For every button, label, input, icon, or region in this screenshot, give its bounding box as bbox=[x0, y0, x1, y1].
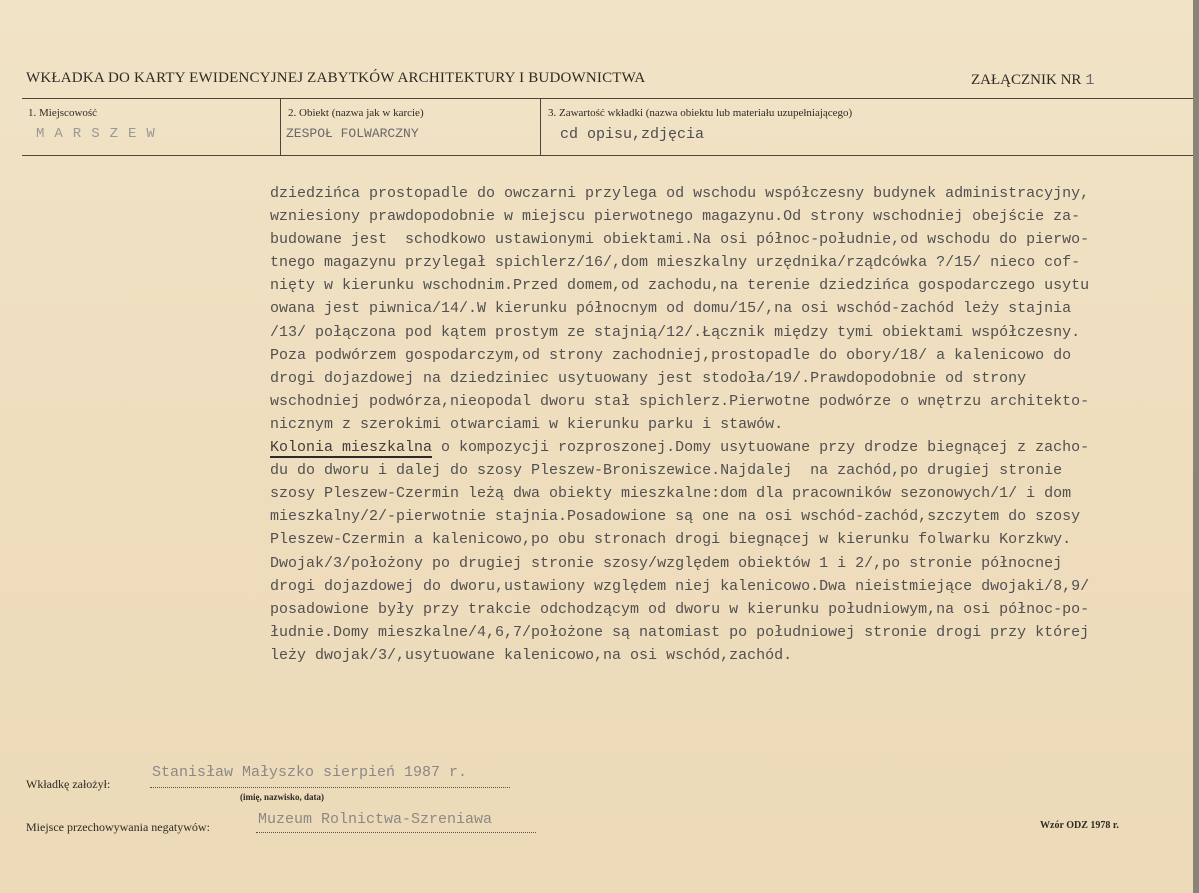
description-line: budowane jest schodkowo ustawionymi obiektami.Na osi północ-południe,od wschodu do pierwo- bbox=[270, 231, 1090, 249]
field-divider-2 bbox=[540, 98, 541, 156]
scan-edge bbox=[1193, 0, 1199, 893]
field-divider-1 bbox=[280, 98, 281, 156]
locality-label: 1. Miejscowość bbox=[28, 107, 98, 119]
colony-heading-rest: o kompozycji rozproszonej.Domy usytuowane przy drodze biegnącej z zacho- bbox=[432, 439, 1090, 457]
colony-line: szosy Pleszew-Czermin leżą dwa obiekty mieszkalne:dom dla pracowników sezonowych/1/ i dom bbox=[270, 485, 1072, 503]
author-label: Wkładkę założył: bbox=[26, 777, 111, 791]
locality-value: MARSZEW bbox=[36, 126, 165, 142]
form-title: WKŁADKA DO KARTY EWIDENCYJNEJ ZABYTKÓW ARCHITEKTURY I BUDOWNICTWA bbox=[26, 70, 646, 86]
colony-heading-line bbox=[270, 436, 1198, 459]
description-line: tnego magazynu przylegał spichlerz/16/,dom mieszkalny urzędnika/rządcówka ?/15/ nieco cof- bbox=[270, 254, 1081, 272]
description-line: drogi dojazdowej na dziedziniec usytuowany jest stodoła/19/.Prawdopodobnie od strony bbox=[270, 369, 1027, 387]
header-top-rule bbox=[22, 98, 1194, 99]
annex-label bbox=[971, 72, 1094, 89]
contents-value: cd opisu,zdjęcia bbox=[560, 126, 705, 143]
description-line: nicznym z szerokimi otwarciami w kierunku parku i stawów. bbox=[270, 415, 784, 433]
colony-line: posadowione były przy trakcie odchodzącym od dworu w kierunku południowym,na osi północ-po- bbox=[270, 600, 1090, 618]
author-dotted-line bbox=[150, 787, 510, 788]
negatives-label: Miejsce przechowywania negatywów: bbox=[26, 820, 210, 834]
negatives-value: Muzeum Rolnictwa-Szreniawa bbox=[258, 811, 493, 828]
annex-label-text: ZAŁĄCZNIK NR bbox=[971, 72, 1082, 88]
contents-label: 3. Zawartość wkładki (nazwa obiektu lub materiału uzupełniającego) bbox=[548, 107, 853, 119]
colony-line: drogi dojazdowej do dworu,ustawiony względem niej kalenicowo.Dwa nieistmiejące dwojaki/8,9/ bbox=[270, 577, 1090, 595]
colony-line: mieszkalny/2/-pierwotnie stajnia.Posadowione są one na osi wschód-zachód,szczytem do szosy bbox=[270, 508, 1081, 526]
description-line: dziedzińca prostopadle do owczarni przylega od wschodu współczesny budynek administracyjny, bbox=[270, 185, 1090, 202]
negatives-dotted-line bbox=[256, 832, 536, 833]
colony-line: łudnie.Domy mieszkalne/4,6,7/położone są natomiast po południowej stronie drogi przy której bbox=[270, 623, 1090, 641]
author-caption: (imię, nazwisko, data) bbox=[240, 792, 324, 802]
description-line: Poza podwórzem gospodarczym,od strony zachodniej,prostopadle do obory/18/ a kalenicowo do bbox=[270, 346, 1072, 364]
annex-number: 1 bbox=[1085, 72, 1095, 89]
colony-line: leży dwojak/3/,usytuowane kalenicowo,na osi wschód,zachód. bbox=[270, 646, 793, 664]
colony-heading: Kolonia mieszkalna bbox=[270, 439, 433, 457]
description-text bbox=[270, 182, 1198, 667]
description-line: nięty w kierunku wschodnim.Przed domem,od zachodu,na terenie dziedzińca gospodarczego usytu bbox=[270, 277, 1090, 295]
author-value: Stanisław Małyszko sierpień 1987 r. bbox=[152, 764, 468, 781]
form-code: Wzór ODZ 1978 r. bbox=[1040, 820, 1119, 831]
colony-line: du do dworu i dalej do szosy Pleszew-Broniszewice.Najdalej na zachód,po drugiej stronie bbox=[270, 462, 1063, 480]
colony-line: Dwojak/3/położony po drugiej stronie szosy/względem obiektów 1 i 2/,po stronie północnej bbox=[270, 554, 1063, 572]
description-line: wzniesiony prawdopodobnie w miejscu pierwotnego magazynu.Od strony wschodniej obejście za- bbox=[270, 208, 1081, 226]
object-value: ZESPOŁ FOLWARCZNY bbox=[286, 126, 419, 141]
colony-line: Pleszew-Czermin a kalenicowo,po obu stronach drogi biegnącej w kierunku folwarku Korzkwy. bbox=[270, 531, 1072, 549]
description-line: /13/ połączona pod kątem prostym ze stajnią/12/.Łącznik między tymi obiektami współczesny. bbox=[270, 323, 1081, 341]
object-label: 2. Obiekt (nazwa jak w karcie) bbox=[288, 107, 424, 119]
header-bottom-rule bbox=[22, 155, 1194, 156]
description-line: wschodniej podwórza,nieopodal dworu stał spichlerz.Pierwotne podwórze o wnętrzu architekto- bbox=[270, 392, 1090, 410]
description-line: owana jest piwnica/14/.W kierunku północnym od domu/15/,na osi wschód-zachód leży stajnia bbox=[270, 300, 1072, 318]
